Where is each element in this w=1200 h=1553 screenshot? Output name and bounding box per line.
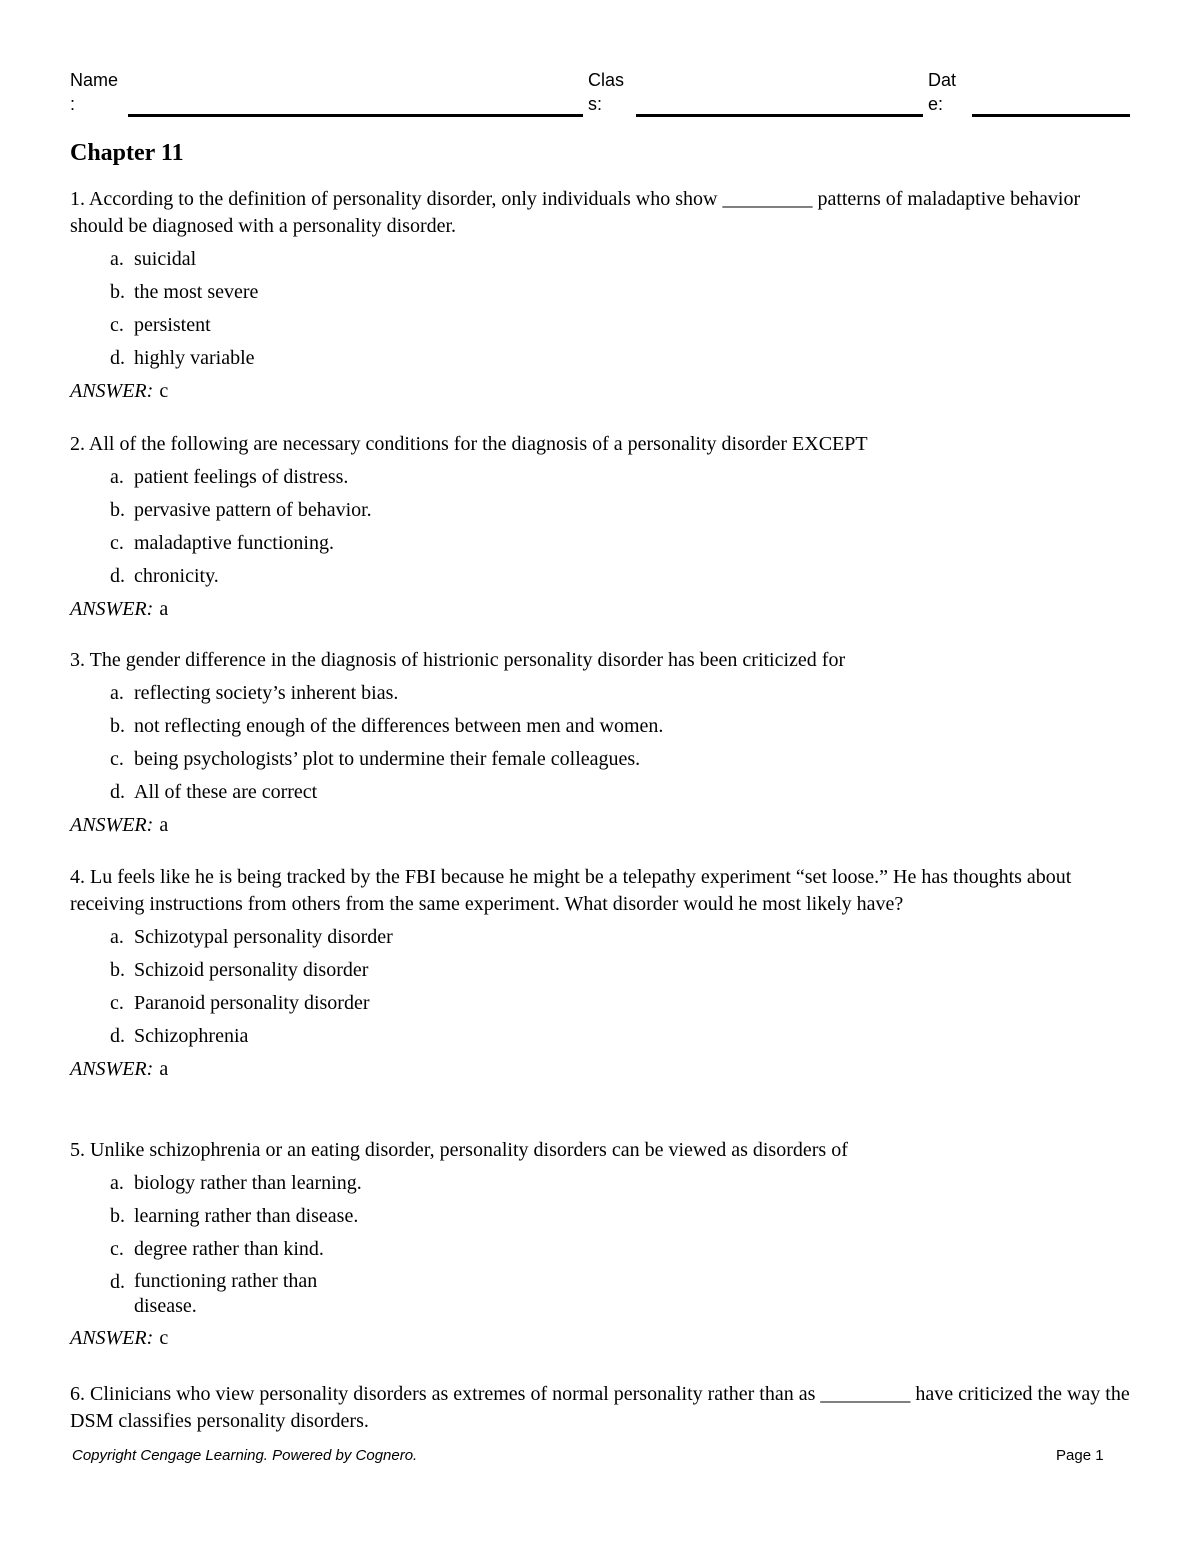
class-label-suffix: s: — [588, 94, 603, 114]
option-letter: c. — [110, 1238, 124, 1260]
answer-label: ANSWER: — [70, 1058, 154, 1080]
option-c — [110, 312, 1130, 339]
option-letter: a. — [110, 248, 124, 270]
question-stem: 3. The gender difference in the diagnosis of histrionic personality disorder has been criticized for — [70, 649, 846, 671]
date-label: Dat — [928, 70, 957, 90]
option-text: All of these are correct — [134, 781, 318, 803]
answer-label: ANSWER: — [70, 598, 154, 620]
answer-label: ANSWER: — [70, 814, 154, 836]
option-b — [110, 279, 1130, 306]
option-b — [110, 1203, 1130, 1230]
option-b — [110, 957, 1130, 984]
name-label: Name — [70, 70, 119, 90]
option-text: patient feelings of distress. — [134, 466, 349, 488]
option-text: biology rather than learning. — [134, 1172, 362, 1194]
option-text: suicidal — [134, 248, 197, 270]
question-6 — [70, 1381, 1130, 1435]
option-a — [110, 464, 1130, 491]
question-stem: 4. Lu feels like he is being tracked by the FBI because he might be a telepathy experiment “set loose.” He has thoughts about receiving instructions from others from the same experiment. What disorder would he most likely have? — [70, 866, 1072, 915]
option-text: pervasive pattern of behavior. — [134, 499, 372, 521]
option-text: functioning rather than disease. — [134, 1270, 318, 1317]
question-stem: 2. All of the following are necessary conditions for the diagnosis of a personality disorder EXCEPT — [70, 433, 868, 455]
name-input-line[interactable] — [128, 114, 583, 117]
option-letter: b. — [110, 1205, 125, 1227]
option-c — [110, 990, 1130, 1017]
question-5 — [70, 1137, 1130, 1352]
option-b — [110, 497, 1130, 524]
option-letter: a. — [110, 1172, 124, 1194]
date-input-line[interactable] — [972, 114, 1130, 117]
option-d — [110, 345, 1130, 372]
option-text: chronicity. — [134, 565, 219, 587]
footer-copyright: Copyright Cengage Learning. Powered by Cognero. — [72, 1447, 418, 1464]
footer-page-number: Page 1 — [1056, 1447, 1104, 1464]
option-a — [110, 1170, 1130, 1197]
option-text: the most severe — [134, 281, 259, 303]
option-letter: d. — [110, 1271, 125, 1293]
option-text: reflecting society’s inherent bias. — [134, 682, 399, 704]
option-text: Schizophrenia — [134, 1025, 249, 1047]
option-letter: b. — [110, 959, 125, 981]
option-d — [110, 1269, 1130, 1319]
question-3 — [70, 647, 1130, 839]
option-letter: d. — [110, 565, 125, 587]
option-d — [110, 563, 1130, 590]
option-letter: b. — [110, 715, 125, 737]
option-a — [110, 680, 1130, 707]
option-letter: c. — [110, 992, 124, 1014]
option-a — [110, 924, 1130, 951]
option-text: degree rather than kind. — [134, 1238, 324, 1260]
question-1 — [70, 186, 1130, 405]
option-letter: b. — [110, 281, 125, 303]
option-letter: d. — [110, 1025, 125, 1047]
option-text: maladaptive functioning. — [134, 532, 334, 554]
answer-value: a — [159, 814, 169, 836]
name-label-colon: : — [70, 94, 76, 114]
option-letter: a. — [110, 682, 124, 704]
option-letter: c. — [110, 532, 124, 554]
option-text: Schizoid personality disorder — [134, 959, 369, 981]
answer-value: c — [159, 1327, 169, 1349]
answer-line — [70, 812, 1130, 839]
answer-line — [70, 1325, 1130, 1352]
chapter-title: Chapter 11 — [70, 140, 184, 166]
question-2 — [70, 431, 1130, 623]
option-letter: b. — [110, 499, 125, 521]
answer-line — [70, 378, 1130, 405]
answer-value: a — [159, 598, 169, 620]
answer-line — [70, 1056, 1130, 1083]
option-text: not reflecting enough of the differences between men and women. — [134, 715, 664, 737]
option-d — [110, 779, 1130, 806]
option-text: being psychologists’ plot to undermine their female colleagues. — [134, 748, 641, 770]
answer-value: a — [159, 1058, 169, 1080]
option-letter: c. — [110, 314, 124, 336]
answer-label: ANSWER: — [70, 380, 154, 402]
option-text: Schizotypal personality disorder — [134, 926, 393, 948]
answer-value: c — [159, 380, 169, 402]
question-stem: 6. Clinicians who view personality disorders as extremes of normal personality rather than as _________ have criticized the way the DSM classifies personality disorders. — [70, 1383, 1130, 1432]
option-letter: d. — [110, 347, 125, 369]
class-input-line[interactable] — [636, 114, 923, 117]
option-d — [110, 1023, 1130, 1050]
option-text: highly variable — [134, 347, 255, 369]
question-stem: 5. Unlike schizophrenia or an eating disorder, personality disorders can be viewed as disorders of — [70, 1139, 848, 1161]
question-stem: 1. According to the definition of personality disorder, only individuals who show _________ patterns of maladaptive behavior should be diagnosed with a personality disorder. — [70, 188, 1081, 237]
option-b — [110, 713, 1130, 740]
option-letter: d. — [110, 781, 125, 803]
option-text: learning rather than disease. — [134, 1205, 359, 1227]
question-4 — [70, 864, 1130, 1083]
option-c — [110, 530, 1130, 557]
answer-label: ANSWER: — [70, 1327, 154, 1349]
option-letter: a. — [110, 926, 124, 948]
class-label: Clas — [588, 70, 625, 90]
option-c — [110, 1236, 1130, 1263]
answer-line — [70, 596, 1130, 623]
option-letter: c. — [110, 748, 124, 770]
option-c — [110, 746, 1130, 773]
option-letter: a. — [110, 466, 124, 488]
option-text: persistent — [134, 314, 211, 336]
date-label-suffix: e: — [928, 94, 944, 114]
option-text: Paranoid personality disorder — [134, 992, 370, 1014]
option-a — [110, 246, 1130, 273]
